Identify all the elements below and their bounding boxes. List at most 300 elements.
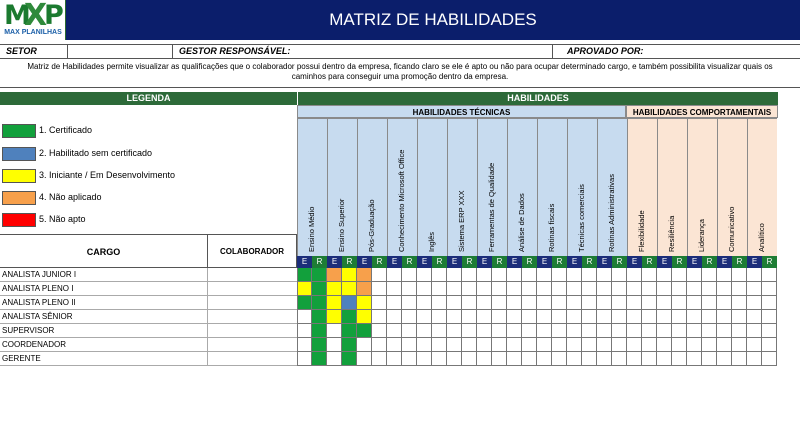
skill-cell[interactable]	[342, 338, 357, 352]
skill-cell[interactable]	[657, 268, 672, 282]
skill-cell[interactable]	[732, 310, 747, 324]
legend-label: 1. Certificado	[39, 125, 93, 135]
skill-cell[interactable]	[702, 338, 717, 352]
er-label-e: E	[387, 256, 402, 268]
skill-cell[interactable]	[582, 324, 597, 338]
skill-cell[interactable]	[297, 338, 312, 352]
skill-cell[interactable]	[432, 310, 447, 324]
skill-cell[interactable]	[477, 296, 492, 310]
skill-column-header	[597, 118, 627, 256]
skill-cell[interactable]	[582, 282, 597, 296]
skill-cell[interactable]	[462, 324, 477, 338]
skill-cell[interactable]	[612, 352, 627, 366]
skill-cell[interactable]	[522, 296, 537, 310]
skill-cell[interactable]	[462, 310, 477, 324]
skill-cell[interactable]	[402, 338, 417, 352]
skill-cell[interactable]	[732, 352, 747, 366]
skill-cell[interactable]	[597, 324, 612, 338]
logo-letter-p: P	[44, 0, 64, 31]
skill-label: Comunicativo	[727, 206, 736, 252]
skill-cell[interactable]	[387, 296, 402, 310]
skill-cell[interactable]	[522, 310, 537, 324]
skill-cell[interactable]	[702, 296, 717, 310]
skill-cell[interactable]	[717, 282, 732, 296]
skill-cell[interactable]	[432, 352, 447, 366]
tecnicas-header: HABILIDADES TÉCNICAS	[297, 105, 626, 118]
table-row-cargo: ANALISTA SÊNIOR	[0, 310, 297, 324]
skill-cell[interactable]	[312, 268, 327, 282]
skill-cell[interactable]	[507, 268, 522, 282]
page-title: MATRIZ DE HABILIDADES	[66, 0, 800, 40]
skill-cell[interactable]	[432, 324, 447, 338]
skill-cell[interactable]	[567, 310, 582, 324]
skill-cell[interactable]	[387, 310, 402, 324]
skill-cell[interactable]	[687, 324, 702, 338]
skill-cell[interactable]	[507, 338, 522, 352]
skill-cell[interactable]	[297, 310, 312, 324]
skill-cell[interactable]	[312, 324, 327, 338]
skill-cell[interactable]	[447, 282, 462, 296]
skill-cell[interactable]	[717, 310, 732, 324]
skill-cell[interactable]	[672, 296, 687, 310]
skill-cell[interactable]	[627, 324, 642, 338]
skill-cell[interactable]	[627, 338, 642, 352]
skill-column-header	[297, 118, 327, 256]
skill-cell[interactable]	[327, 296, 342, 310]
skill-cell[interactable]	[387, 282, 402, 296]
skill-cell[interactable]	[357, 282, 372, 296]
skill-cell[interactable]	[717, 338, 732, 352]
skill-cell[interactable]	[627, 282, 642, 296]
skill-cell[interactable]	[477, 338, 492, 352]
skill-cell[interactable]	[732, 282, 747, 296]
skill-cell[interactable]	[312, 310, 327, 324]
skill-cell[interactable]	[447, 296, 462, 310]
skill-cell[interactable]	[672, 310, 687, 324]
skill-cell[interactable]	[477, 352, 492, 366]
skill-cell[interactable]	[507, 282, 522, 296]
skill-cell[interactable]	[477, 310, 492, 324]
er-label-r: R	[612, 256, 627, 268]
skill-cell[interactable]	[687, 296, 702, 310]
cargo-header: CARGO	[0, 234, 207, 268]
skill-column-header	[717, 118, 747, 256]
er-label-e: E	[717, 256, 732, 268]
skill-label: Ferramentas de Qualidade	[487, 162, 496, 252]
table-row-cargo: GERENTE	[0, 352, 297, 366]
skill-cell[interactable]	[687, 310, 702, 324]
skill-label: Análise de Dados	[517, 193, 526, 252]
skill-cell[interactable]	[747, 338, 762, 352]
skill-cell[interactable]	[372, 282, 387, 296]
er-label-e: E	[477, 256, 492, 268]
er-label-r: R	[492, 256, 507, 268]
skill-cell[interactable]	[612, 282, 627, 296]
skill-cell[interactable]	[762, 338, 777, 352]
skill-cell[interactable]	[687, 268, 702, 282]
skill-cell[interactable]	[552, 338, 567, 352]
skill-cell[interactable]	[762, 352, 777, 366]
skill-cell[interactable]	[342, 352, 357, 366]
skill-cell[interactable]	[537, 338, 552, 352]
skill-cell[interactable]	[552, 310, 567, 324]
skill-column-header	[537, 118, 567, 256]
er-label-r: R	[312, 256, 327, 268]
skill-cell[interactable]	[462, 282, 477, 296]
skill-cell[interactable]	[342, 324, 357, 338]
skill-cell[interactable]	[342, 282, 357, 296]
skill-cell[interactable]	[537, 352, 552, 366]
skill-cell[interactable]	[417, 296, 432, 310]
skill-cell[interactable]	[612, 324, 627, 338]
skill-cell[interactable]	[687, 338, 702, 352]
colaborador-cell[interactable]	[207, 268, 297, 282]
skill-cell[interactable]	[522, 352, 537, 366]
skill-cell[interactable]	[327, 324, 342, 338]
skill-cell[interactable]	[402, 282, 417, 296]
skill-cell[interactable]	[732, 324, 747, 338]
skill-cell[interactable]	[597, 310, 612, 324]
skill-cell[interactable]	[402, 296, 417, 310]
skill-cell[interactable]	[642, 282, 657, 296]
table-row-cargo: ANALISTA JUNIOR I	[0, 268, 297, 282]
skill-cell[interactable]	[642, 338, 657, 352]
colaborador-cell[interactable]	[207, 282, 297, 296]
er-label-e: E	[507, 256, 522, 268]
skill-label: Resiliência	[667, 215, 676, 252]
skill-cell[interactable]	[522, 338, 537, 352]
skill-cell[interactable]	[297, 268, 312, 282]
skill-cell[interactable]	[462, 296, 477, 310]
skill-cell[interactable]	[642, 352, 657, 366]
skill-cell[interactable]	[657, 282, 672, 296]
skill-cell[interactable]	[402, 352, 417, 366]
skill-cell[interactable]	[447, 310, 462, 324]
skill-cell[interactable]	[492, 282, 507, 296]
setor-label: SETOR	[6, 46, 37, 56]
skill-cell[interactable]	[627, 310, 642, 324]
skill-cell[interactable]	[567, 282, 582, 296]
skill-cell[interactable]	[627, 268, 642, 282]
skill-cell[interactable]	[747, 324, 762, 338]
skill-cell[interactable]	[762, 310, 777, 324]
skill-cell[interactable]	[492, 338, 507, 352]
skill-cell[interactable]	[552, 352, 567, 366]
skill-cell[interactable]	[477, 324, 492, 338]
er-label-r: R	[522, 256, 537, 268]
skill-cell[interactable]	[747, 310, 762, 324]
skill-cell[interactable]	[327, 310, 342, 324]
table-row-cargo: ANALISTA PLENO II	[0, 296, 297, 310]
skill-cell[interactable]	[417, 310, 432, 324]
skill-cell[interactable]	[417, 352, 432, 366]
skill-cell[interactable]	[627, 352, 642, 366]
skill-cell[interactable]	[642, 268, 657, 282]
er-label-r: R	[732, 256, 747, 268]
skill-cell[interactable]	[507, 310, 522, 324]
er-label-e: E	[537, 256, 552, 268]
skill-column-header	[507, 118, 537, 256]
skill-cell[interactable]	[477, 282, 492, 296]
skill-cell[interactable]	[522, 268, 537, 282]
legend-label: 4. Não aplicado	[39, 192, 102, 202]
skill-cell[interactable]	[462, 338, 477, 352]
skill-column-header	[477, 118, 507, 256]
skill-cell[interactable]	[447, 324, 462, 338]
skill-cell[interactable]	[717, 352, 732, 366]
skill-cell[interactable]	[537, 324, 552, 338]
skill-column-header	[387, 118, 417, 256]
skill-cell[interactable]	[372, 296, 387, 310]
skill-column-header	[447, 118, 477, 256]
er-label-r: R	[462, 256, 477, 268]
colaborador-cell[interactable]	[207, 352, 297, 366]
skill-cell[interactable]	[642, 310, 657, 324]
skill-cell[interactable]	[612, 310, 627, 324]
skill-cell[interactable]	[582, 296, 597, 310]
er-label-e: E	[687, 256, 702, 268]
skill-label: Liderança	[697, 219, 706, 252]
skill-label: Inglês	[427, 231, 436, 252]
skill-cell[interactable]	[387, 352, 402, 366]
skill-cell[interactable]	[507, 324, 522, 338]
skill-label: Técnicas comerciais	[577, 184, 586, 252]
skill-cell[interactable]	[567, 268, 582, 282]
skill-cell[interactable]	[327, 282, 342, 296]
skill-cell[interactable]	[762, 282, 777, 296]
skill-cell[interactable]	[357, 296, 372, 310]
skill-cell[interactable]	[387, 268, 402, 282]
skill-cell[interactable]	[462, 352, 477, 366]
skill-cell[interactable]	[492, 268, 507, 282]
colaborador-header: COLABORADOR	[207, 234, 297, 268]
skill-cell[interactable]	[432, 282, 447, 296]
skill-cell[interactable]	[417, 282, 432, 296]
skill-cell[interactable]	[582, 338, 597, 352]
skill-cell[interactable]	[732, 296, 747, 310]
skill-cell[interactable]	[507, 352, 522, 366]
skill-cell[interactable]	[762, 268, 777, 282]
skill-cell[interactable]	[327, 338, 342, 352]
legend-swatch	[2, 213, 36, 227]
skill-cell[interactable]	[312, 338, 327, 352]
skill-cell[interactable]	[567, 324, 582, 338]
skill-cell[interactable]	[372, 352, 387, 366]
skill-label: Conhecimento Microsoft Office	[397, 149, 406, 252]
skill-cell[interactable]	[492, 324, 507, 338]
setor-field[interactable]	[67, 45, 172, 58]
skill-cell[interactable]	[492, 310, 507, 324]
skill-cell[interactable]	[402, 310, 417, 324]
skill-cell[interactable]	[567, 296, 582, 310]
description-text: Matriz de Habilidades permite visualizar as qualificações que o colaborador possui dentro da empresa, ficando claro se ele é apto ou não para ocupar determinado cargo, e também possibilita visualizar quais os caminhos para conseguir uma promoção dentro da empresa.	[0, 60, 800, 88]
skill-cell[interactable]	[357, 268, 372, 282]
skill-cell[interactable]	[357, 352, 372, 366]
skill-cell[interactable]	[537, 268, 552, 282]
skill-cell[interactable]	[522, 324, 537, 338]
skill-cell[interactable]	[327, 268, 342, 282]
skill-cell[interactable]	[387, 338, 402, 352]
skill-cell[interactable]	[357, 310, 372, 324]
skill-cell[interactable]	[372, 310, 387, 324]
skill-cell[interactable]	[372, 338, 387, 352]
er-label-e: E	[657, 256, 672, 268]
skill-cell[interactable]	[552, 268, 567, 282]
skill-cell[interactable]	[567, 338, 582, 352]
skill-cell[interactable]	[717, 324, 732, 338]
er-label-e: E	[747, 256, 762, 268]
logo-subtitle: MAX PLANILHAS	[4, 29, 62, 36]
skill-cell[interactable]	[552, 296, 567, 310]
colaborador-cell[interactable]	[207, 310, 297, 324]
skill-cell[interactable]	[447, 352, 462, 366]
skill-cell[interactable]	[492, 352, 507, 366]
skill-cell[interactable]	[747, 352, 762, 366]
skill-cell[interactable]	[582, 310, 597, 324]
skill-column-header	[417, 118, 447, 256]
skill-cell[interactable]	[672, 324, 687, 338]
colaborador-cell[interactable]	[207, 338, 297, 352]
skill-cell[interactable]	[552, 324, 567, 338]
skill-cell[interactable]	[477, 268, 492, 282]
er-label-r: R	[762, 256, 777, 268]
skill-cell[interactable]	[327, 352, 342, 366]
skill-cell[interactable]	[612, 268, 627, 282]
skill-cell[interactable]	[597, 296, 612, 310]
skill-cell[interactable]	[687, 352, 702, 366]
skill-cell[interactable]	[582, 268, 597, 282]
skill-cell[interactable]	[657, 296, 672, 310]
er-label-r: R	[582, 256, 597, 268]
gestor-label: GESTOR RESPONSÁVEL:	[172, 45, 552, 58]
skill-column-header	[567, 118, 597, 256]
skill-cell[interactable]	[597, 352, 612, 366]
skill-cell[interactable]	[297, 282, 312, 296]
skill-cell[interactable]	[357, 324, 372, 338]
er-label-r: R	[552, 256, 567, 268]
skill-cell[interactable]	[732, 338, 747, 352]
skill-cell[interactable]	[612, 296, 627, 310]
skill-cell[interactable]	[717, 268, 732, 282]
skill-cell[interactable]	[297, 352, 312, 366]
skill-cell[interactable]	[702, 268, 717, 282]
skill-cell[interactable]	[432, 338, 447, 352]
skill-cell[interactable]	[342, 268, 357, 282]
skill-cell[interactable]	[747, 282, 762, 296]
skill-cell[interactable]	[387, 324, 402, 338]
skill-cell[interactable]	[657, 310, 672, 324]
skill-cell[interactable]	[312, 282, 327, 296]
aprovado-label: APROVADO POR:	[552, 45, 800, 58]
skill-cell[interactable]	[657, 352, 672, 366]
skill-cell[interactable]	[447, 268, 462, 282]
skill-cell[interactable]	[762, 296, 777, 310]
skill-cell[interactable]	[492, 296, 507, 310]
skill-cell[interactable]	[312, 352, 327, 366]
skill-cell[interactable]	[552, 282, 567, 296]
skill-cell[interactable]	[732, 268, 747, 282]
skill-cell[interactable]	[657, 338, 672, 352]
skill-cell[interactable]	[672, 352, 687, 366]
skill-cell[interactable]	[672, 268, 687, 282]
legend-swatch	[2, 169, 36, 183]
skill-label: Ensino Superior	[337, 198, 346, 252]
skill-cell[interactable]	[657, 324, 672, 338]
skill-cell[interactable]	[642, 296, 657, 310]
legend-label: 3. Iniciante / Em Desenvolvimento	[39, 170, 176, 180]
skill-cell[interactable]	[702, 324, 717, 338]
skill-cell[interactable]	[702, 310, 717, 324]
skill-cell[interactable]	[567, 352, 582, 366]
skill-cell[interactable]	[672, 282, 687, 296]
skill-cell[interactable]	[447, 338, 462, 352]
skill-cell[interactable]	[432, 296, 447, 310]
skill-cell[interactable]	[522, 282, 537, 296]
skill-cell[interactable]	[417, 338, 432, 352]
skill-column-header	[327, 118, 357, 256]
skill-cell[interactable]	[372, 324, 387, 338]
skill-cell[interactable]	[297, 296, 312, 310]
skill-cell[interactable]	[672, 338, 687, 352]
skill-cell[interactable]	[417, 324, 432, 338]
er-label-e: E	[417, 256, 432, 268]
skill-cell[interactable]	[417, 268, 432, 282]
skill-cell[interactable]	[597, 268, 612, 282]
table-row-cargo: SUPERVISOR	[0, 324, 297, 338]
table-row-cargo: ANALISTA PLENO I	[0, 282, 297, 296]
logo-letter-m: M	[4, 0, 30, 31]
skill-cell[interactable]	[597, 282, 612, 296]
skill-cell[interactable]	[537, 296, 552, 310]
skill-cell[interactable]	[402, 268, 417, 282]
skill-cell[interactable]	[312, 296, 327, 310]
er-label-r: R	[432, 256, 447, 268]
skill-cell[interactable]	[537, 310, 552, 324]
colaborador-cell[interactable]	[207, 296, 297, 310]
skill-cell[interactable]	[747, 296, 762, 310]
er-label-e: E	[597, 256, 612, 268]
skill-cell[interactable]	[687, 282, 702, 296]
skill-cell[interactable]	[747, 268, 762, 282]
skill-cell[interactable]	[372, 268, 387, 282]
skill-cell[interactable]	[582, 352, 597, 366]
skill-cell[interactable]	[402, 324, 417, 338]
skill-cell[interactable]	[507, 296, 522, 310]
skill-cell[interactable]	[537, 282, 552, 296]
er-label-r: R	[402, 256, 417, 268]
skill-cell[interactable]	[357, 338, 372, 352]
er-label-r: R	[342, 256, 357, 268]
skill-cell[interactable]	[702, 282, 717, 296]
er-label-r: R	[642, 256, 657, 268]
skill-cell[interactable]	[627, 296, 642, 310]
skill-cell[interactable]	[342, 296, 357, 310]
skill-cell[interactable]	[342, 310, 357, 324]
skill-cell[interactable]	[702, 352, 717, 366]
skill-cell[interactable]	[462, 268, 477, 282]
legend-swatch	[2, 124, 36, 138]
skill-cell[interactable]	[597, 338, 612, 352]
legend-swatch	[2, 147, 36, 161]
skill-cell[interactable]	[432, 268, 447, 282]
colaborador-cell[interactable]	[207, 324, 297, 338]
skill-cell[interactable]	[717, 296, 732, 310]
skill-label: Ensino Médio	[307, 206, 316, 252]
skill-cell[interactable]	[612, 338, 627, 352]
skill-cell[interactable]	[642, 324, 657, 338]
skill-cell[interactable]	[297, 324, 312, 338]
skill-cell[interactable]	[762, 324, 777, 338]
